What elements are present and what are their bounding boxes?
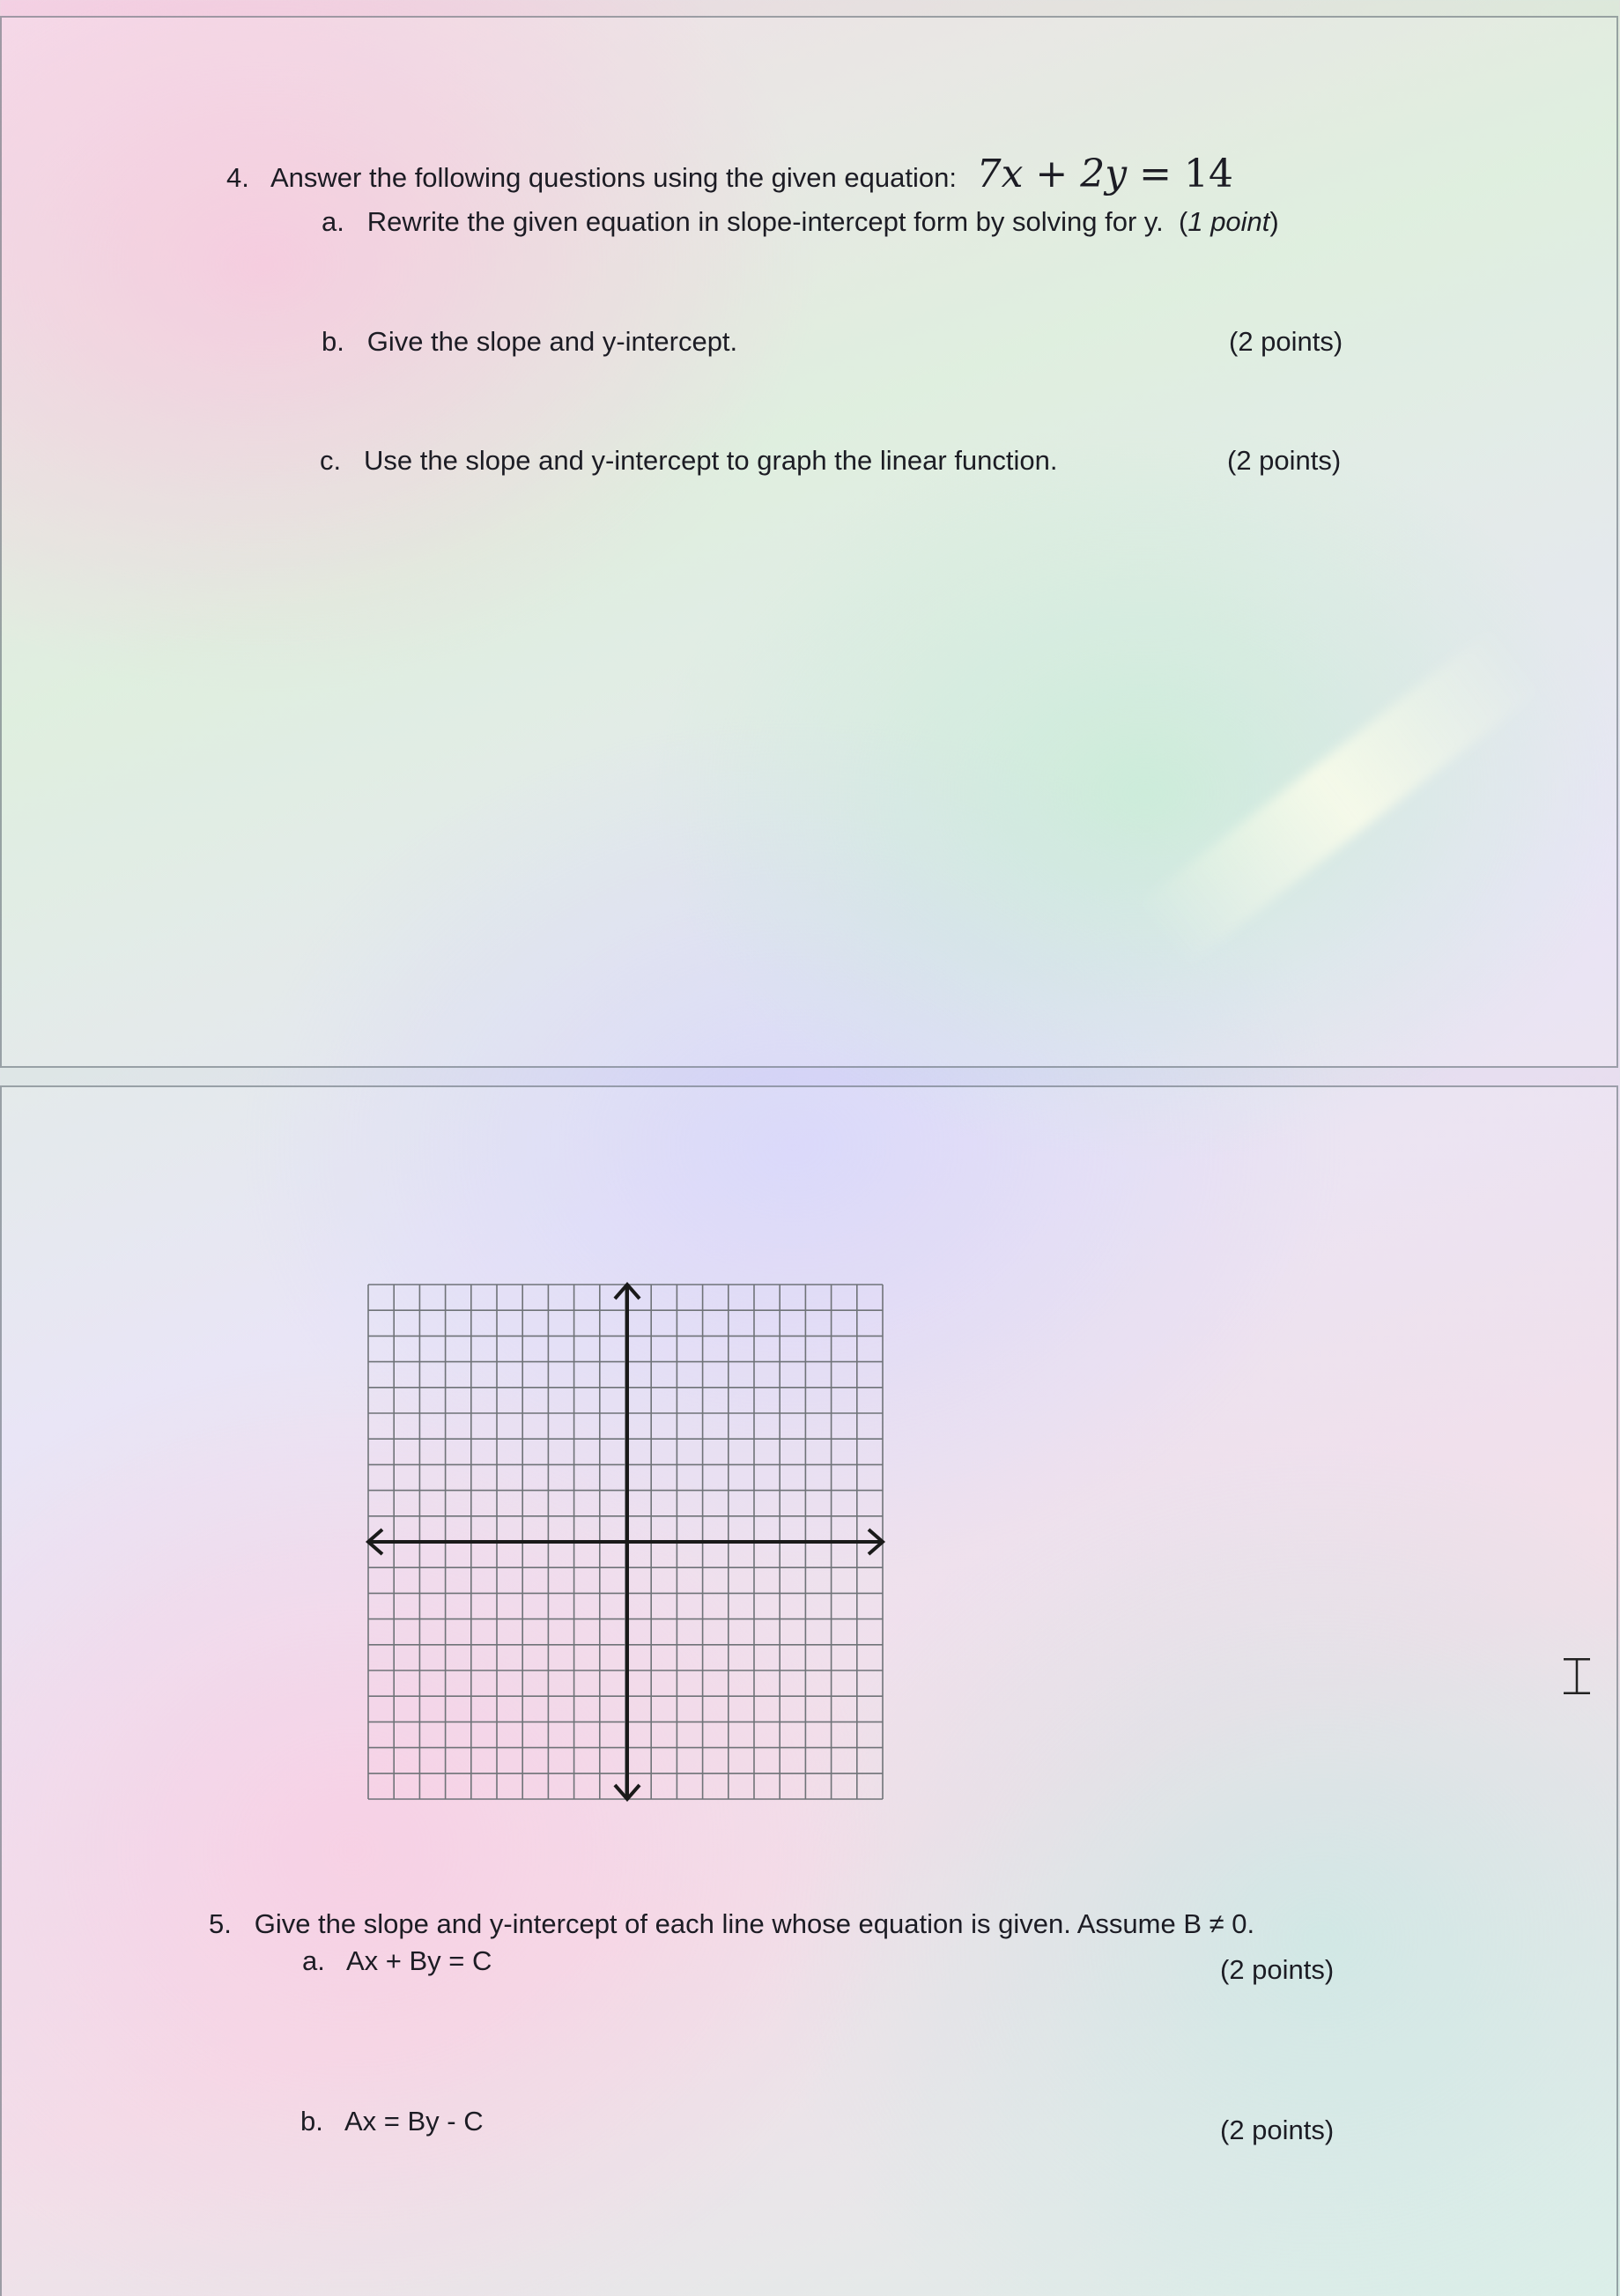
q4-part-b-letter: b. xyxy=(322,326,344,357)
q4-part-b xyxy=(322,326,737,358)
coordinate-grid-svg xyxy=(361,1278,890,1815)
q4-part-a xyxy=(322,206,1279,238)
q4-part-c-letter: c. xyxy=(320,445,342,476)
q5-part-b-points: (2 points) xyxy=(1220,2115,1335,2145)
q4-part-c-text: Use the slope and y-intercept to graph the linear function. xyxy=(363,445,1058,476)
q4-equation: 7x + 2y = 14 xyxy=(976,152,1234,196)
q5-prompt-line xyxy=(209,1908,1254,1940)
q5-part-b-text: Ax = By - C xyxy=(344,2106,484,2137)
q5-part-b xyxy=(300,2106,484,2137)
coordinate-grid[interactable] xyxy=(361,1278,890,1815)
q4-prompt: Answer the following questions using the given equation: xyxy=(270,162,957,193)
q4-prompt-line xyxy=(226,152,1234,196)
q4-part-b-text: Give the slope and y-intercept. xyxy=(366,326,738,357)
q5-prompt: Give the slope and y-intercept of each line whose equation is given. Assume B ≠ 0. xyxy=(254,1908,1255,1939)
q4-part-a-points: (1 point) xyxy=(1178,206,1279,237)
q5-part-b-letter: b. xyxy=(300,2106,323,2137)
q4-part-a-letter: a. xyxy=(322,206,344,237)
q4-part-b-points: (2 points) xyxy=(1229,326,1343,357)
q4-part-c-points: (2 points) xyxy=(1227,445,1342,476)
q4-part-a-text: Rewrite the given equation in slope-intercept form by solving for y. xyxy=(366,206,1164,237)
q5-part-a xyxy=(302,1945,492,1977)
text-cursor-icon: ⌶ xyxy=(1561,1646,1593,1707)
q5-part-a-letter: a. xyxy=(302,1945,325,1976)
q5-part-a-points: (2 points) xyxy=(1220,1954,1335,1985)
q5-number: 5. xyxy=(209,1908,232,1939)
q4-number: 4. xyxy=(226,162,249,193)
q5-part-a-text: Ax + By = C xyxy=(346,1945,492,1976)
q4-part-c xyxy=(320,445,1058,477)
